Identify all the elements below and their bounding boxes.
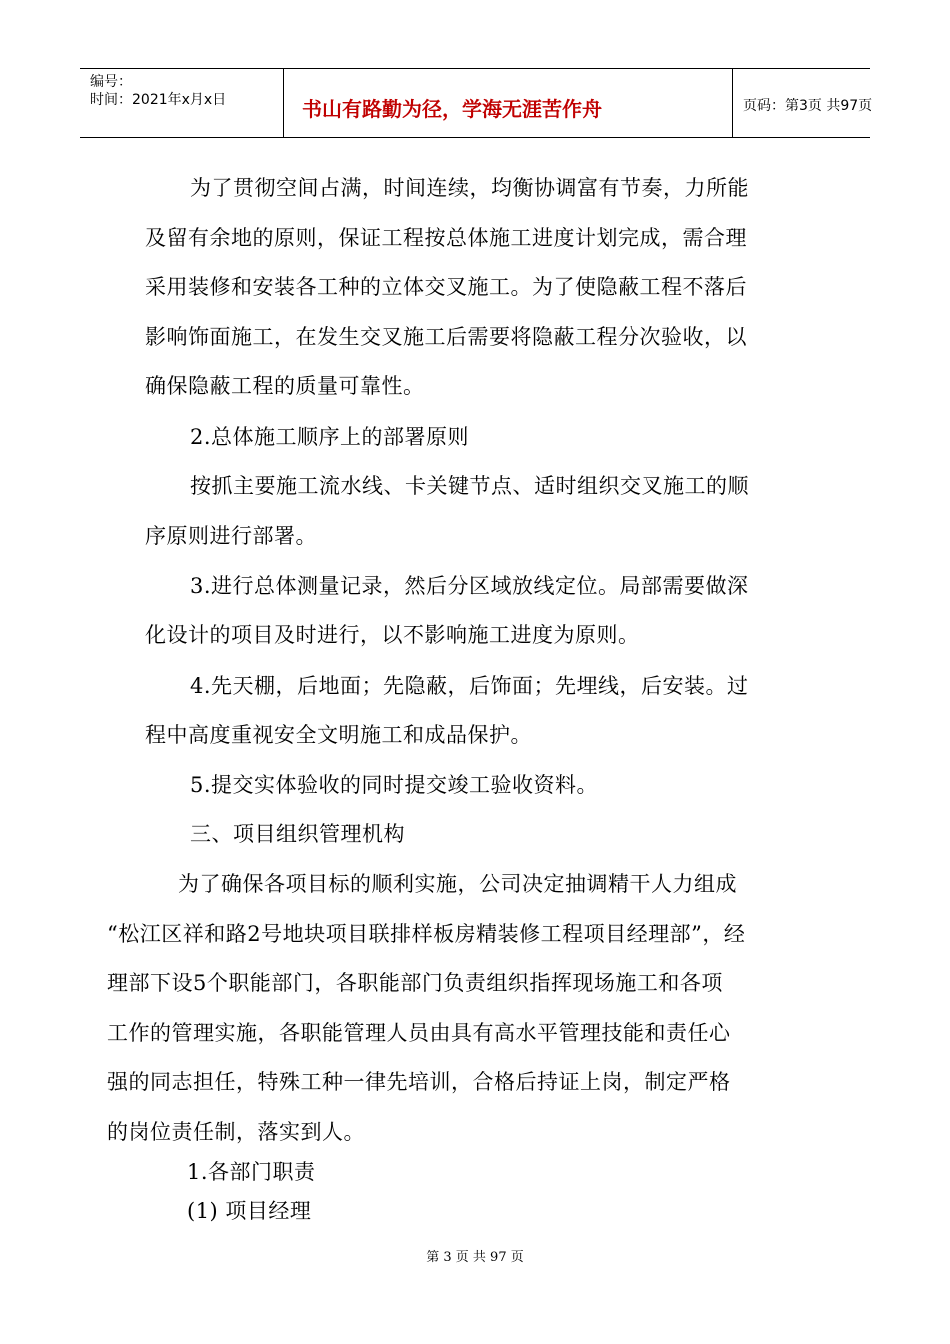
text-line: 程中高度重视安全文明施工和成品保护。	[145, 723, 532, 747]
page-footer: 第 3 页 共 97 页	[426, 1250, 524, 1265]
text-line: 工作的管理实施，各职能管理人员由具有高水平管理技能和责任心	[107, 1021, 731, 1045]
text-line: 5.提交实体验收的同时提交竣工验收资料。	[190, 773, 599, 797]
text-line: 按抓主要施工流水线、卡关键节点、适时组织交叉施工的顺	[190, 474, 749, 498]
text-line: 强的同志担任，特殊工种一律先培训，合格后持证上岗，制定严格	[107, 1070, 731, 1094]
header-motto: 书山有路勤为径，学海无涯苦作舟	[283, 69, 733, 137]
text-line: 理部下设5个职能部门，各职能部门负责组织指挥现场施工和各项	[107, 971, 723, 995]
section-heading: 1.各部门职责	[187, 1160, 316, 1184]
text-line: 为了贯彻空间占满，时间连续，均衡协调富有节奏，力所能	[190, 176, 749, 200]
text-line: “松江区祥和路2号地块项目联排样板房精装修工程项目经理部”，经	[107, 922, 746, 946]
text-line: 的岗位责任制，落实到人。	[107, 1120, 365, 1144]
section-heading: 三、项目组织管理机构	[190, 822, 405, 846]
date-label: 时间：2021年x月x日	[90, 92, 227, 108]
number-label: 编号：	[90, 74, 132, 90]
text-line: 影响饰面施工，在发生交叉施工后需要将隐蔽工程分次验收，以	[145, 325, 747, 349]
text-line: 及留有余地的原则，保证工程按总体施工进度计划完成，需合理	[145, 226, 747, 250]
text-line: 4.先天棚，后地面；先隐蔽，后饰面；先埋线，后安装。过	[190, 674, 749, 698]
header-meta	[80, 69, 283, 137]
page-header	[80, 68, 873, 138]
text-line: 采用装修和安装各工种的立体交叉施工。为了使隐蔽工程不落后	[145, 275, 747, 299]
section-heading: (1) 项目经理	[187, 1199, 312, 1223]
header-page-info: 页码：第3页 共97页	[743, 98, 873, 114]
text-line: 确保隐蔽工程的质量可靠性。	[145, 374, 425, 398]
section-heading: 2.总体施工顺序上的部署原则	[190, 425, 470, 449]
text-line: 3.进行总体测量记录，然后分区域放线定位。局部需要做深	[190, 574, 749, 598]
text-line: 化设计的项目及时进行，以不影响施工进度为原则。	[145, 623, 640, 647]
text-line: 序原则进行部署。	[145, 524, 317, 548]
text-line: 为了确保各项目标的顺利实施，公司决定抽调精干人力组成	[178, 872, 737, 896]
